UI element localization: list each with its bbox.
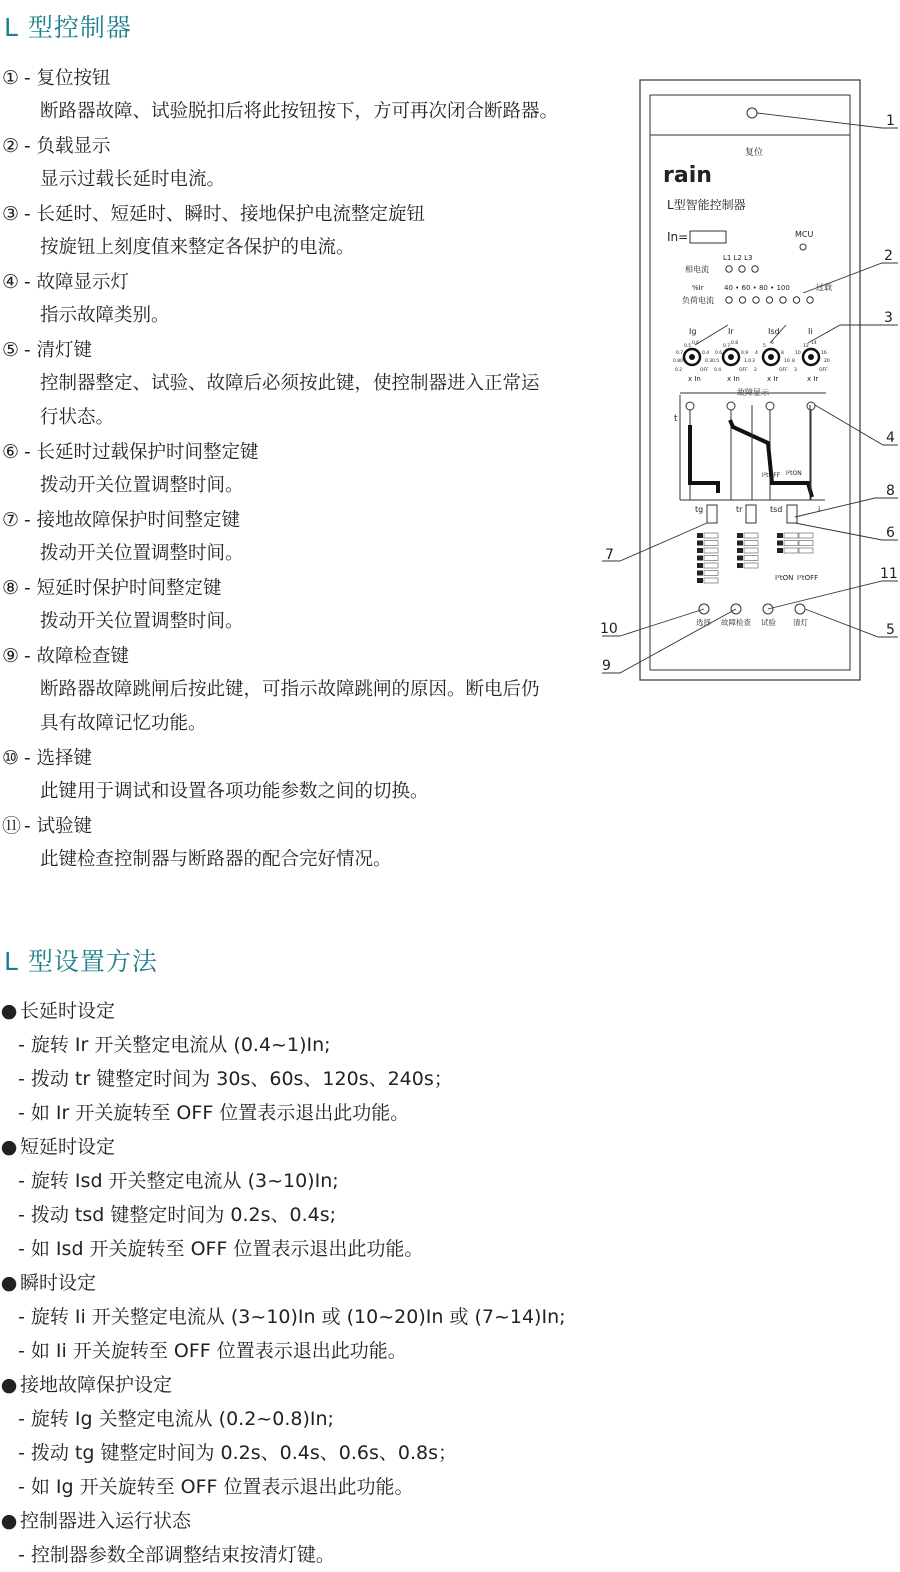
fault-leds: [686, 402, 815, 500]
callout-8: 8: [886, 483, 895, 499]
knob-tick: 0.80: [673, 359, 684, 364]
tsd-label: tsd: [770, 505, 783, 514]
load-led: [807, 297, 813, 303]
item-title: - 负载显示: [24, 136, 111, 157]
dip-switch: [737, 548, 743, 553]
knob-tick: 5: [763, 344, 766, 349]
component-list: [0, 61, 590, 877]
load-led: [793, 297, 799, 303]
item-heading: [0, 741, 590, 775]
item-title: - 长延时、短延时、瞬时、接地保护电流整定旋钮: [24, 204, 426, 225]
callout-10: 10: [600, 621, 618, 637]
item-title: - 复位按钮: [24, 68, 111, 89]
knob-tick: 4: [755, 351, 758, 356]
callout-7: 7: [605, 547, 614, 563]
overload-label: 过载: [816, 283, 832, 292]
callout-1: 1: [886, 113, 895, 129]
knob-tick: 3: [752, 359, 755, 364]
item-description: 具有故障记忆功能。: [40, 713, 207, 734]
item-title: - 接地故障保护时间整定键: [24, 510, 241, 531]
item-heading: [0, 571, 590, 605]
item-description: 按旋钮上刻度值来整定各保护的电流。: [40, 237, 355, 258]
dip-switch-value: [744, 563, 758, 568]
dip-switch-value: [704, 556, 718, 561]
phase-l3-led: [752, 266, 758, 272]
test-label: 试验: [761, 618, 776, 627]
knob-unit: x Ir: [807, 375, 819, 383]
knob-name: Isd: [768, 327, 780, 336]
knob-tick: 20: [824, 359, 830, 364]
dip-switch-value: [704, 571, 718, 576]
knob-tick: 8: [792, 359, 795, 364]
item-heading: [0, 197, 590, 231]
knob-name: Ig: [689, 327, 697, 336]
bullet-icon: ●: [0, 1000, 18, 1022]
dip-switch-value: [744, 556, 758, 561]
bullet-icon: ●: [0, 1272, 18, 1294]
callout-3: 3: [884, 310, 893, 326]
load-led: [766, 297, 772, 303]
fault-led: [686, 402, 694, 410]
setting-step: - 拨动 tg 键整定时间为 0.2s、0.4s、0.6s、0.8s；: [18, 1442, 457, 1464]
load-led: [739, 297, 745, 303]
dip-switch-value: [784, 548, 798, 553]
dip-switch: [697, 578, 703, 583]
knob-tick: 10: [795, 351, 801, 356]
callout-2: 2: [884, 248, 893, 264]
knob-tick: 0.3: [705, 359, 713, 364]
item-description: 指示故障类别。: [40, 305, 170, 326]
dip-switch-value: [704, 533, 718, 538]
tg-label: tg: [695, 505, 704, 514]
setting-step: - 旋转 Ir 开关整定电流从 (0.4~1)In;: [18, 1034, 331, 1056]
fault-display-label: 故障显示: [737, 388, 769, 397]
knob-tick: 0.7: [723, 344, 731, 349]
callout-6: 6: [886, 525, 895, 541]
item-number: ⑦: [2, 509, 20, 531]
dip-switch: [777, 548, 783, 553]
item-heading: [0, 503, 590, 537]
item-heading: [0, 435, 590, 469]
knob-tick: 0.6: [715, 351, 723, 356]
bullet-icon: ●: [0, 1510, 18, 1532]
setting-group-title: [0, 1130, 620, 1164]
curve-label-on: I²tON: [786, 470, 802, 477]
dip-switch: [777, 533, 783, 538]
setting-step: - 如 Isd 开关旋转至 OFF 位置表示退出此功能。: [18, 1238, 424, 1260]
item-title: - 清灯键: [24, 340, 93, 361]
dip-switch: [697, 548, 703, 553]
load-led: [753, 297, 759, 303]
knob-tick: 14: [811, 341, 817, 346]
knob-tick: OFF: [739, 368, 748, 373]
controller-diagram: [600, 75, 900, 695]
knob-tick: 16: [821, 351, 827, 356]
tr-key[interactable]: [746, 505, 756, 523]
load-led: [726, 297, 732, 303]
mcu-label: MCU: [795, 230, 814, 239]
item-title: - 故障显示灯: [24, 272, 130, 293]
knob-tick: 3: [794, 368, 797, 373]
item-title: - 试验键: [24, 816, 93, 837]
section-title-settings: L 型设置方法: [4, 947, 158, 976]
callout-4: 4: [886, 430, 895, 446]
callout-11: 11: [880, 566, 898, 582]
controller-panel-drawing: [600, 75, 900, 695]
item-number: ②: [2, 135, 20, 157]
knob-tick: 0.6: [692, 341, 700, 346]
tsd-key[interactable]: [787, 505, 797, 523]
dip-switch-value: [704, 541, 718, 546]
dip-switch-value: [799, 533, 813, 538]
switch-label-on: I²tON: [775, 574, 794, 582]
tg-key[interactable]: [707, 505, 717, 523]
bullet-icon: ●: [0, 1136, 18, 1158]
item-description: 拨动开关位置调整时间。: [40, 611, 244, 632]
setting-group-title: [0, 1504, 620, 1538]
dip-switch: [697, 541, 703, 546]
load-led: [780, 297, 786, 303]
item-number: ⑩: [2, 747, 20, 769]
dip-switch-value: [744, 548, 758, 553]
knob-tick: 0.4: [714, 368, 722, 373]
setting-group-label: 接地故障保护设定: [20, 1374, 173, 1396]
item-description: 显示过载长延时电流。: [40, 169, 226, 190]
dip-switch-value: [744, 533, 758, 538]
settings-list: [0, 994, 620, 1572]
load-leds: [726, 297, 813, 303]
switch-label-off: I²tOFF: [797, 574, 819, 582]
knob-tick: 0.5: [712, 359, 720, 364]
knob-tick: 0.4: [702, 351, 710, 356]
dip-switch-value: [799, 548, 813, 553]
item-heading: [0, 333, 590, 367]
setting-step: - 旋转 Isd 开关整定电流从 (3~10)In;: [18, 1170, 339, 1192]
section-title-controller: L 型控制器: [4, 13, 132, 42]
dip-switch: [737, 533, 743, 538]
dip-switch-value: [744, 541, 758, 546]
fault-led: [766, 402, 774, 410]
item-heading: [0, 809, 590, 843]
brand-logo: rain: [663, 163, 712, 188]
dip-switch: [737, 541, 743, 546]
item-number: ①: [2, 67, 20, 89]
dip-switch-value: [799, 541, 813, 546]
knob-center: [808, 354, 814, 360]
phase-l1-led: [726, 266, 732, 272]
setting-step: - 控制器参数全部调整结束按清灯键。: [18, 1544, 335, 1566]
i-axis-label: i: [818, 505, 821, 514]
clear-button[interactable]: [795, 604, 805, 614]
knob-tick: 2: [754, 368, 757, 373]
dip-switch-value: [784, 541, 798, 546]
setting-step: - 如 Ir 开关旋转至 OFF 位置表示退出此功能。: [18, 1102, 410, 1124]
dip-switch: [737, 556, 743, 561]
item-number: ④: [2, 271, 20, 293]
knob-name: Ir: [728, 327, 734, 336]
setting-knobs: [673, 327, 830, 383]
item-description: 行状态。: [40, 407, 115, 428]
item-heading: [0, 129, 590, 163]
item-title: - 故障检查键: [24, 646, 130, 667]
knob-tick: 0.7: [676, 351, 684, 356]
item-title: - 选择键: [24, 748, 93, 769]
dip-switch-value: [704, 548, 718, 553]
phase-labels: L1 L2 L3: [723, 254, 753, 262]
item-number: ⑪: [2, 815, 22, 837]
setting-step: - 拨动 tr 键整定时间为 30s、60s、120s、240s；: [18, 1068, 453, 1090]
knob-center: [768, 354, 774, 360]
dip-switch-value: [704, 563, 718, 568]
curve-label-off: I²tOFF: [762, 472, 781, 479]
knob-name: Ii: [808, 327, 813, 336]
dip-switch: [737, 563, 743, 568]
item-description: 拨动开关位置调整时间。: [40, 543, 244, 564]
item-heading: [0, 265, 590, 299]
item-description: 拨动开关位置调整时间。: [40, 475, 244, 496]
bullet-icon: ●: [0, 1374, 18, 1396]
panel-title: L型智能控制器: [667, 198, 746, 212]
knob-tick: 10: [784, 359, 790, 364]
dip-switch-tables: [697, 533, 813, 583]
setting-group-title: [0, 1368, 620, 1402]
knob-tick: OFF: [700, 368, 709, 373]
fault-led: [807, 402, 815, 410]
pct-label: %Ir: [692, 284, 704, 292]
knob-tick: OFF: [779, 368, 788, 373]
item-number: ⑧: [2, 577, 20, 599]
reset-label: 复位: [745, 148, 764, 158]
item-heading: [0, 639, 590, 673]
setting-group-title: [0, 994, 620, 1028]
item-number: ⑥: [2, 441, 20, 463]
knob-center: [689, 354, 695, 360]
in-label: In=: [667, 230, 689, 244]
dip-switch-value: [704, 578, 718, 583]
dip-switch: [697, 556, 703, 561]
callout-5: 5: [886, 622, 895, 638]
ground-fault-curve: [690, 425, 718, 493]
phase-current-label: 相电流: [685, 265, 709, 274]
setting-group-title: [0, 1266, 620, 1300]
setting-group-label: 短延时设定: [20, 1136, 116, 1158]
item-description: 断路器故障跳闸后按此键，可指示故障跳闸的原因。断电后仍: [40, 679, 540, 700]
phase-l2-led: [739, 266, 745, 272]
item-heading: [0, 61, 590, 95]
dip-switch-value: [784, 533, 798, 538]
setting-group-label: 瞬时设定: [20, 1272, 97, 1294]
dip-switch: [777, 541, 783, 546]
load-scale: 40 • 60 • 80 • 100: [724, 284, 790, 292]
knob-tick: 12: [803, 344, 809, 349]
setting-group-label: 长延时设定: [20, 1000, 116, 1022]
item-description: 此键检查控制器与断路器的配合完好情况。: [40, 849, 392, 870]
dip-switch: [697, 533, 703, 538]
mcu-indicator: [800, 244, 806, 250]
dip-switch: [697, 563, 703, 568]
callout-9: 9: [602, 658, 611, 674]
setting-step: - 如 Ig 开关旋转至 OFF 位置表示退出此功能。: [18, 1476, 414, 1498]
trip-curve: [730, 420, 812, 497]
item-number: ⑤: [2, 339, 20, 361]
item-number: ③: [2, 203, 20, 225]
tr-label: tr: [736, 505, 743, 514]
item-title: - 短延时保护时间整定键: [24, 578, 222, 599]
knob-tick: 0.8: [731, 341, 739, 346]
item-title: - 长延时过载保护时间整定键: [24, 442, 259, 463]
knob-center: [728, 354, 734, 360]
knob-tick: 1.0: [744, 359, 752, 364]
setting-step: - 旋转 Ig 关整定电流从 (0.2~0.8)In;: [18, 1408, 334, 1430]
item-description: 此键用于调试和设置各项功能参数之间的切换。: [40, 781, 429, 802]
item-description: 控制器整定、试验、故障后必须按此键，使控制器进入正常运: [40, 373, 540, 394]
select-label: 选择: [696, 618, 711, 627]
clear-label: 清灯: [793, 618, 808, 627]
knob-unit: x Ir: [767, 375, 779, 383]
item-description: 断路器故障、试验脱扣后将此按钮按下，方可再次闭合断路器。: [40, 101, 559, 122]
knob-tick: 6: [771, 341, 774, 346]
setting-group-label: 控制器进入运行状态: [20, 1510, 192, 1532]
knob-unit: x In: [688, 375, 701, 383]
load-current-label: 负荷电流: [682, 296, 714, 305]
knob-tick: 0.5: [684, 344, 692, 349]
knob-tick: 0.2: [675, 368, 683, 373]
fault-check-label: 故障检查: [721, 618, 751, 627]
knob-unit: x In: [727, 375, 740, 383]
setting-step: - 旋转 Ii 开关整定电流从 (3~10)In 或 (10~20)In 或 (7~14)In;: [18, 1306, 566, 1328]
knob-tick: 8: [781, 351, 784, 356]
knob-tick: 0.9: [741, 351, 749, 356]
dip-switch: [697, 571, 703, 576]
t-axis-label: t: [674, 414, 678, 424]
fault-led: [727, 402, 735, 410]
in-display: [690, 231, 726, 243]
setting-step: - 如 Ii 开关旋转至 OFF 位置表示退出此功能。: [18, 1340, 407, 1362]
item-number: ⑨: [2, 645, 20, 667]
setting-step: - 拨动 tsd 键整定时间为 0.2s、0.4s;: [18, 1204, 337, 1226]
knob-tick: OFF: [819, 368, 828, 373]
reset-button[interactable]: [747, 108, 757, 118]
